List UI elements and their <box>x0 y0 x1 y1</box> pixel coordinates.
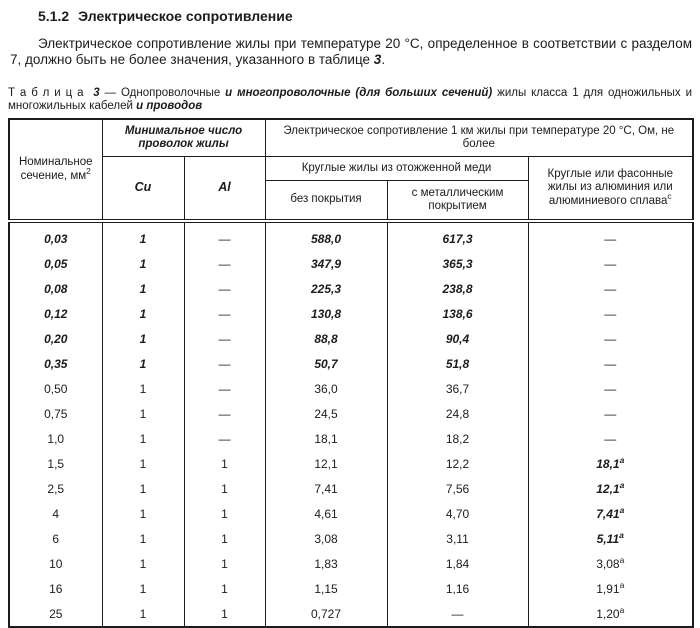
table-cell: 1,91$^a$ <box>528 576 693 601</box>
table-row <box>9 221 693 251</box>
table-row <box>9 276 693 301</box>
table-cell: 365,3 <box>387 251 528 276</box>
table-cell: — <box>528 326 693 351</box>
table-cell: 1 <box>102 551 184 576</box>
table-cell: 1 <box>184 551 265 576</box>
table-cell: 7,56 <box>387 476 528 501</box>
header-row-1 <box>9 119 693 157</box>
table-cell: 0,50 <box>9 376 102 401</box>
table-cell: — <box>528 221 693 251</box>
table-cell: 1,0 <box>9 426 102 451</box>
table-cell: 1 <box>102 526 184 551</box>
table-cell: — <box>528 301 693 326</box>
table-cell: 7,41$^a$ <box>528 501 693 526</box>
table-cell: 3,08$^a$ <box>528 551 693 576</box>
table-cell: — <box>184 351 265 376</box>
table-cell: 12,2 <box>387 451 528 476</box>
paragraph-period: . <box>381 51 386 67</box>
table-cell: 1,84 <box>387 551 528 576</box>
footnote-marker: a <box>619 579 625 590</box>
col-header-aluminum-sup: c <box>667 190 672 201</box>
table-cell: 51,8 <box>387 351 528 376</box>
table-cell: — <box>184 251 265 276</box>
table-cell: — <box>184 301 265 326</box>
footnote-marker: a <box>619 554 625 565</box>
col-header-al: Al <box>184 157 265 222</box>
paragraph-text: Электрическое сопротивление жилы при температуре 20 °С, определенное в соответствии с разделом 7, должно быть не более значения, указанного в таблице <box>10 36 692 67</box>
table-caption-text-3: жилы класса 1 для одножильных и многожильных кабелей <box>8 87 693 112</box>
header-row-2 <box>9 157 693 181</box>
table-row <box>9 501 693 526</box>
table-row <box>9 376 693 401</box>
table-cell: 1 <box>184 451 265 476</box>
table-cell: 1 <box>102 376 184 401</box>
table-cell: 1 <box>102 301 184 326</box>
col-header-cu: Cu <box>102 157 184 222</box>
table-caption-dash: — <box>99 87 121 99</box>
table-cell: 1,5 <box>9 451 102 476</box>
table-row <box>9 251 693 276</box>
table-cell: — <box>184 276 265 301</box>
table-cell: 1,16 <box>387 576 528 601</box>
table-cell: 24,8 <box>387 401 528 426</box>
table-cell: 225,3 <box>265 276 387 301</box>
table-cell: 25 <box>9 601 102 627</box>
table-cell: 238,8 <box>387 276 528 301</box>
table-cell: 1 <box>102 351 184 376</box>
table-cell: 6 <box>9 526 102 551</box>
table-cell: — <box>184 401 265 426</box>
section-title: Электрическое сопротивление <box>78 8 293 24</box>
table-cell: 0,05 <box>9 251 102 276</box>
table-cell: — <box>528 426 693 451</box>
table-caption-label: Т а б л и ц а <box>8 87 84 99</box>
table-cell: — <box>528 351 693 376</box>
table-cell: — <box>528 276 693 301</box>
table-cell: 1 <box>102 276 184 301</box>
table-cell: 588,0 <box>265 221 387 251</box>
table-row <box>9 451 693 476</box>
table-caption <box>8 87 692 113</box>
table-cell: 88,8 <box>265 326 387 351</box>
table-caption-text-4: и проводов <box>136 100 203 112</box>
table-cell: 1 <box>102 576 184 601</box>
table-cell: 1 <box>102 251 184 276</box>
table-caption-text-1: Однопроволочные <box>120 87 226 99</box>
table-cell: 1 <box>102 326 184 351</box>
table-cell: 617,3 <box>387 221 528 251</box>
table-cell: 1,83 <box>265 551 387 576</box>
table-row <box>9 301 693 326</box>
table-cell: — <box>528 251 693 276</box>
table-row <box>9 326 693 351</box>
table-cell: 1 <box>102 501 184 526</box>
table-cell: — <box>184 376 265 401</box>
table-cell: 12,1$^a$ <box>528 476 693 501</box>
table-cell: — <box>184 221 265 251</box>
table-cell: 1 <box>102 451 184 476</box>
table-header <box>9 119 693 221</box>
table-row <box>9 426 693 451</box>
table-cell: 1,20$^a$ <box>528 601 693 627</box>
col-header-nominal-text: Номинальное сечение, мм <box>18 156 93 182</box>
table-row <box>9 526 693 551</box>
col-group-copper: Круглые жилы из отожженной меди <box>265 157 528 181</box>
table-cell: 1 <box>184 501 265 526</box>
table-cell: 0,12 <box>9 301 102 326</box>
table-cell: 1 <box>184 601 265 627</box>
table-cell: 1 <box>102 221 184 251</box>
table-cell: 347,9 <box>265 251 387 276</box>
col-header-aluminum <box>528 157 693 222</box>
table-cell: 1 <box>102 601 184 627</box>
table-cell: 0,08 <box>9 276 102 301</box>
table-cell: 1 <box>184 476 265 501</box>
table-caption-number: 3 <box>93 87 100 99</box>
footnote-marker: a <box>619 479 625 490</box>
table-cell: 1,15 <box>265 576 387 601</box>
table-cell: 138,6 <box>387 301 528 326</box>
col-header-coated: с металлическим покрытием <box>387 181 528 222</box>
table-cell: — <box>184 426 265 451</box>
resistance-table <box>8 118 694 628</box>
table-cell: 0,75 <box>9 401 102 426</box>
table-reference: 3 <box>373 51 382 67</box>
col-header-nominal-section <box>9 119 102 221</box>
table-cell: 16 <box>9 576 102 601</box>
table-cell: — <box>528 376 693 401</box>
table-row <box>9 576 693 601</box>
col-group-min-wires: Минимальное число проволок жилы <box>102 119 265 157</box>
table-cell: 50,7 <box>265 351 387 376</box>
table-cell: 10 <box>9 551 102 576</box>
table-cell: 0,727 <box>265 601 387 627</box>
table-cell: 2,5 <box>9 476 102 501</box>
table-cell: 5,11$^a$ <box>528 526 693 551</box>
table-caption-text-2: и многопроволочные (для больших сечений) <box>225 87 493 99</box>
table-cell: 90,4 <box>387 326 528 351</box>
footnote-marker: a <box>619 529 624 540</box>
table-row <box>9 476 693 501</box>
table-cell: 0,03 <box>9 221 102 251</box>
table-cell: 0,20 <box>9 326 102 351</box>
table-cell: 1 <box>102 476 184 501</box>
table-cell: 36,7 <box>387 376 528 401</box>
table-cell: 3,11 <box>387 526 528 551</box>
table-body <box>9 221 693 627</box>
table-cell: 130,8 <box>265 301 387 326</box>
table-cell: 24,5 <box>265 401 387 426</box>
table-cell: 18,2 <box>387 426 528 451</box>
table-cell: 36,0 <box>265 376 387 401</box>
section-heading <box>38 8 692 24</box>
table-row <box>9 551 693 576</box>
table-row <box>9 401 693 426</box>
footnote-marker: a <box>619 504 625 515</box>
table-cell: 1 <box>184 576 265 601</box>
table-cell: — <box>528 401 693 426</box>
table-cell: 4 <box>9 501 102 526</box>
table-cell: 7,41 <box>265 476 387 501</box>
col-header-uncoated: без покрытия <box>265 181 387 222</box>
footnote-marker: a <box>619 454 625 465</box>
table-cell: — <box>184 326 265 351</box>
intro-paragraph <box>10 36 692 67</box>
table-cell: 1 <box>102 426 184 451</box>
table-cell: 18,1$^a$ <box>528 451 693 476</box>
section-number: 5.1.2 <box>38 8 70 24</box>
footnote-marker: a <box>619 604 625 615</box>
col-header-nominal-sup: 2 <box>86 165 91 176</box>
table-row <box>9 601 693 627</box>
table-cell: 1 <box>184 526 265 551</box>
table-cell: 3,08 <box>265 526 387 551</box>
table-row <box>9 351 693 376</box>
table-cell: 0,35 <box>9 351 102 376</box>
col-group-resistance: Электрическое сопротивление 1 км жилы при температуре 20 °С, Ом, не более <box>265 119 693 157</box>
table-cell: — <box>387 601 528 627</box>
table-cell: 4,61 <box>265 501 387 526</box>
col-header-aluminum-text: Круглые или фасонные жилы из алюминия или алюминиевого сплава <box>547 167 674 207</box>
table-cell: 1 <box>102 401 184 426</box>
table-cell: 4,70 <box>387 501 528 526</box>
table-cell: 18,1 <box>265 426 387 451</box>
table-cell: 12,1 <box>265 451 387 476</box>
